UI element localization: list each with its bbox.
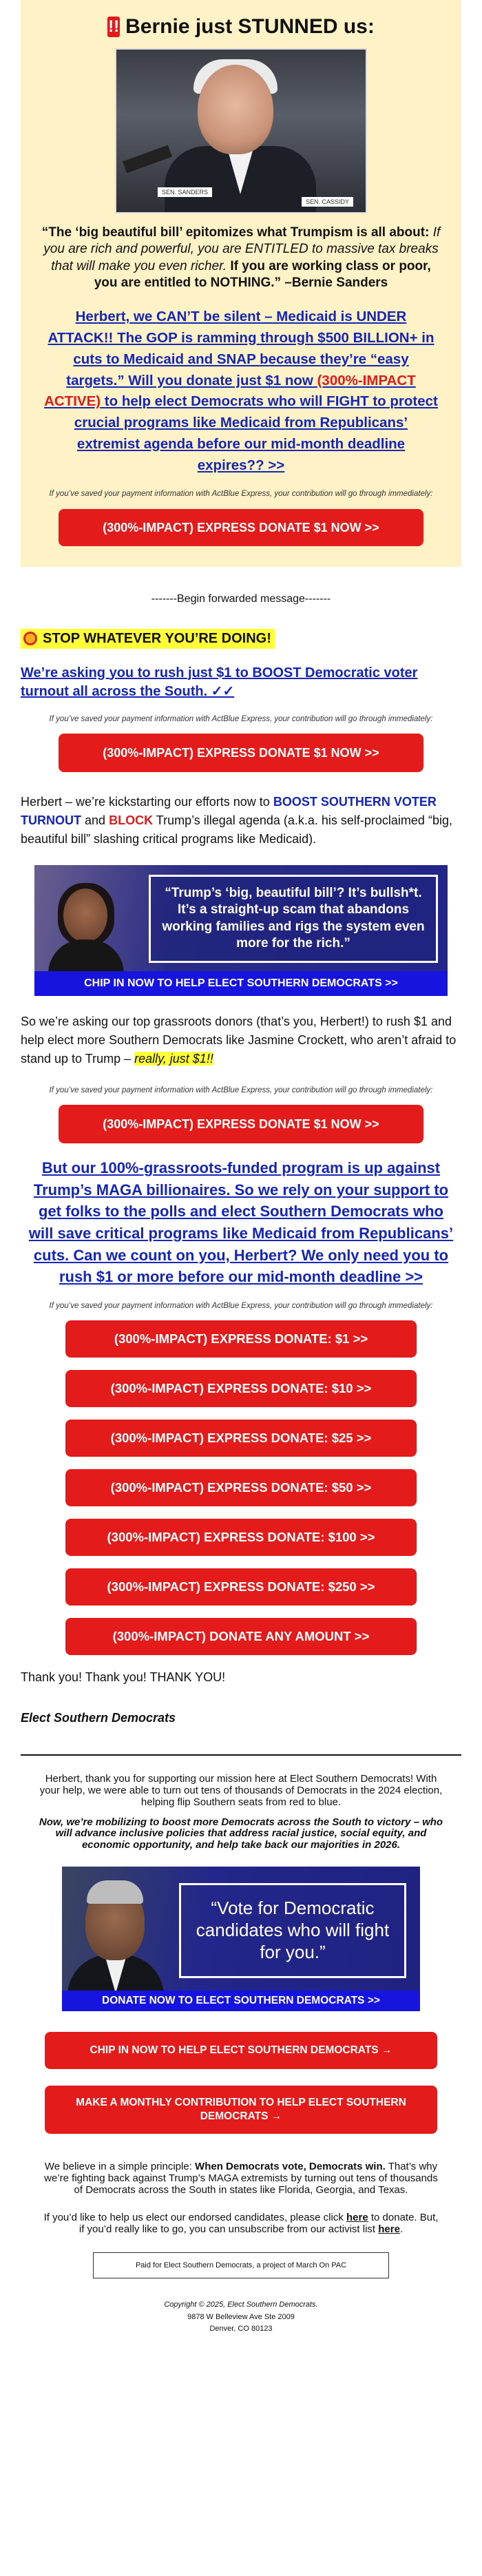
stop-banner [21, 629, 275, 649]
kickstart-paragraph [21, 793, 461, 849]
quote-tail: If you are working class or poor, you are entitled to NOTHING.” –Bernie Sanders [94, 258, 431, 290]
actblue-note: If you’ve saved your payment information with ActBlue Express, your contribution will go through immediately: [49, 1086, 433, 1094]
banner-quote: “Trump’s ‘big, beautiful bill’? It’s bullsh*t. It’s a straight-up scam that abandons working families and rigs the system even more for the rich.” [149, 875, 438, 963]
hero-headline [36, 15, 446, 39]
para-text: Trump’s illegal agenda (a.k.a. his self-proclaimed “big, beautiful bill” slashing critical programs like Medicaid). [21, 813, 452, 846]
copyright-block [21, 2299, 461, 2336]
footer-mission: Now, we’re mobilizing to boost more Democrats across the South to victory – who will advance inclusive policies that address racial justice, social equity, and economic opportunity, and help take back our majorities in 2026. [39, 1816, 443, 1851]
para-text: and [85, 813, 106, 827]
hero-donate-link[interactable] [43, 307, 439, 476]
donate-button-2[interactable]: (300%-IMPACT) EXPRESS DONATE $1 NOW >> [59, 734, 423, 772]
principle-paragraph [41, 2161, 441, 2196]
donate-50-button[interactable]: (300%-IMPACT) EXPRESS DONATE: $50 >> [65, 1469, 417, 1506]
donate-250-button[interactable]: (300%-IMPACT) EXPRESS DONATE: $250 >> [65, 1568, 417, 1606]
unsubscribe-paragraph [41, 2212, 441, 2236]
email-body [21, 0, 461, 2336]
donate-any-button[interactable]: (300%-IMPACT) DONATE ANY AMOUNT >> [65, 1618, 417, 1655]
period: . [399, 2223, 404, 2236]
para-text: Herbert – we’re kickstarting our efforts now to [21, 794, 270, 809]
actblue-note: If you’ve saved your payment information with ActBlue Express, your contribution will go through immediately: [49, 714, 433, 723]
photo-face [63, 889, 107, 942]
hero-link-part2: to help elect Democrats who will FIGHT to protect crucial programs like Medicaid from Republicans’ extremist agenda before our mid-month deadline expires?? >> [74, 393, 438, 473]
bernie-quote [39, 225, 443, 291]
para-red: BLOCK [109, 813, 154, 827]
paid-for-box: Paid for Elect Southern Democrats, a project of March On PAC [93, 2252, 389, 2278]
principle-tail: That’s why we’re fighting back against Trump’s MAGA extremists by turning out tens of thousands of Democrats across the South in states like Florida, Georgia, and Texas. [44, 2161, 438, 2196]
donate-here-link[interactable]: here [346, 2212, 368, 2224]
para-blue: BOOST SOUTHERN VOTER TURNOUT [21, 794, 437, 827]
obama-banner[interactable] [62, 1867, 420, 2011]
endorse-text: If you’d like to help us elect our endorsed candidates, please click [43, 2212, 344, 2224]
monthly-contribution-button[interactable]: MAKE A MONTHLY CONTRIBUTION TO HELP ELECT SOUTHERN DEMOCRATS → [45, 2086, 437, 2134]
address-line-1: 9878 W Belleview Ave Ste 2009 [187, 2312, 295, 2321]
donate-1-button[interactable]: (300%-IMPACT) EXPRESS DONATE: $1 >> [65, 1320, 417, 1358]
copyright-text: Copyright © 2025, Elect Southern Democrats. [164, 2300, 318, 2309]
thanks-text: Thank you! Thank you! THANK YOU! [21, 1670, 226, 1685]
footer-intro: Herbert, thank you for supporting our mission here at Elect Southern Democrats! With your help, we were able to turn out tens of thousands of Democrats in the 2024 election, helping flip Southern seats from red to blue. [39, 1773, 443, 1808]
unsubscribe-link[interactable]: here [378, 2223, 400, 2236]
microphone [123, 145, 172, 174]
hero-section [21, 0, 461, 567]
photo-face [198, 65, 273, 154]
crockett-photo [48, 889, 124, 978]
footer-divider [21, 1754, 461, 1756]
banner-strip[interactable]: CHIP IN NOW TO HELP ELECT SOUTHERN DEMOCRATS >> [34, 971, 448, 996]
nameplate-left: SEN. SANDERS [158, 187, 212, 197]
donate-25-button[interactable]: (300%-IMPACT) EXPRESS DONATE: $25 >> [65, 1420, 417, 1457]
boost-turnout-link[interactable]: We’re asking you to rush just $1 to BOOST Democratic voter turnout all across the South. ✓✓ [21, 665, 418, 699]
forwarded-divider: -------Begin forwarded message------- [151, 592, 331, 605]
banner-quote: “Vote for Democratic candidates who will fight for you.” [179, 1883, 406, 1978]
quote-lead: “The ‘big beautiful bill’ epitomizes what Trumpism is all about: [41, 225, 430, 240]
banner-strip[interactable]: DONATE NOW TO ELECT SOUTHERN DEMOCRATS >> [62, 1991, 420, 2011]
hero-donate-button[interactable]: (300%-IMPACT) EXPRESS DONATE $1 NOW >> [59, 509, 423, 546]
quote-italic: If you are rich and powerful, you are ENTITLED to massive tax breaks that will make you even richer. [43, 225, 441, 273]
nameplate-right: SEN. CASSIDY [302, 197, 353, 207]
para2-text: So we’re asking our top grassroots donors (that’s you, Herbert!) to rush $1 and help elect more Southern Democrats like Jasmine Crockett, who aren’t afraid to stand up to Trump – [21, 1014, 457, 1066]
grassroots-paragraph [21, 1012, 461, 1068]
stop-sign-icon [23, 632, 37, 645]
hero-headline-text: Bernie just STUNNED us: [125, 15, 375, 38]
principle-bold: When Democrats vote, Democrats win. [195, 2161, 386, 2173]
donate-10-button[interactable]: (300%-IMPACT) EXPRESS DONATE: $10 >> [65, 1370, 417, 1407]
crockett-banner[interactable] [34, 865, 448, 996]
address-line-2: Denver, CO 80123 [209, 2325, 273, 2334]
actblue-note: If you’ve saved your payment information with ActBlue Express, your contribution will go through immediately: [49, 490, 433, 499]
signature: Elect Southern Democrats [21, 1711, 176, 1725]
stop-text: STOP WHATEVER YOU’RE DOING! [43, 630, 271, 646]
chip-in-button[interactable]: CHIP IN NOW TO HELP ELECT SOUTHERN DEMOCRATS → [45, 2032, 437, 2069]
donate-button-3[interactable]: (300%-IMPACT) EXPRESS DONATE $1 NOW >> [59, 1105, 423, 1143]
grassroots-program-link[interactable]: But our 100%-grassroots-funded program is up against Trump’s MAGA billionaires. So we rely on your support to get folks to the polls and elect Southern Democrats who will save critical programs like Medicaid from Republicans’ cuts. Can we count on you, Herbert? We only need you to rush $1 or more before our mid-month deadline >> [28, 1159, 454, 1286]
donate-100-button[interactable]: (300%-IMPACT) EXPRESS DONATE: $100 >> [65, 1519, 417, 1556]
bernie-photo[interactable] [115, 48, 367, 214]
endorse-text: to donate. But, if you’d really like to go, you can unsubscribe from our activist list [78, 2212, 439, 2236]
hero-link-red: (300%-IMPACT ACTIVE) [44, 372, 416, 410]
principle-lead: We believe in a simple principle: [44, 2161, 192, 2173]
para2-highlight: really, just $1!! [134, 1051, 213, 1066]
actblue-note: If you’ve saved your payment information with ActBlue Express, your contribution will go through immediately: [49, 1302, 433, 1311]
double-exclamation-icon: !! [108, 17, 120, 36]
hero-link-part1: Herbert, we CAN’T be silent – Medicaid is UNDER ATTACK!! The GOP is ramming through $500 BILLION+ in cuts to Medicaid and SNAP because they’re “easy targets.” Will you donate just $1 now [48, 309, 434, 388]
photo-hair [87, 1880, 143, 1904]
